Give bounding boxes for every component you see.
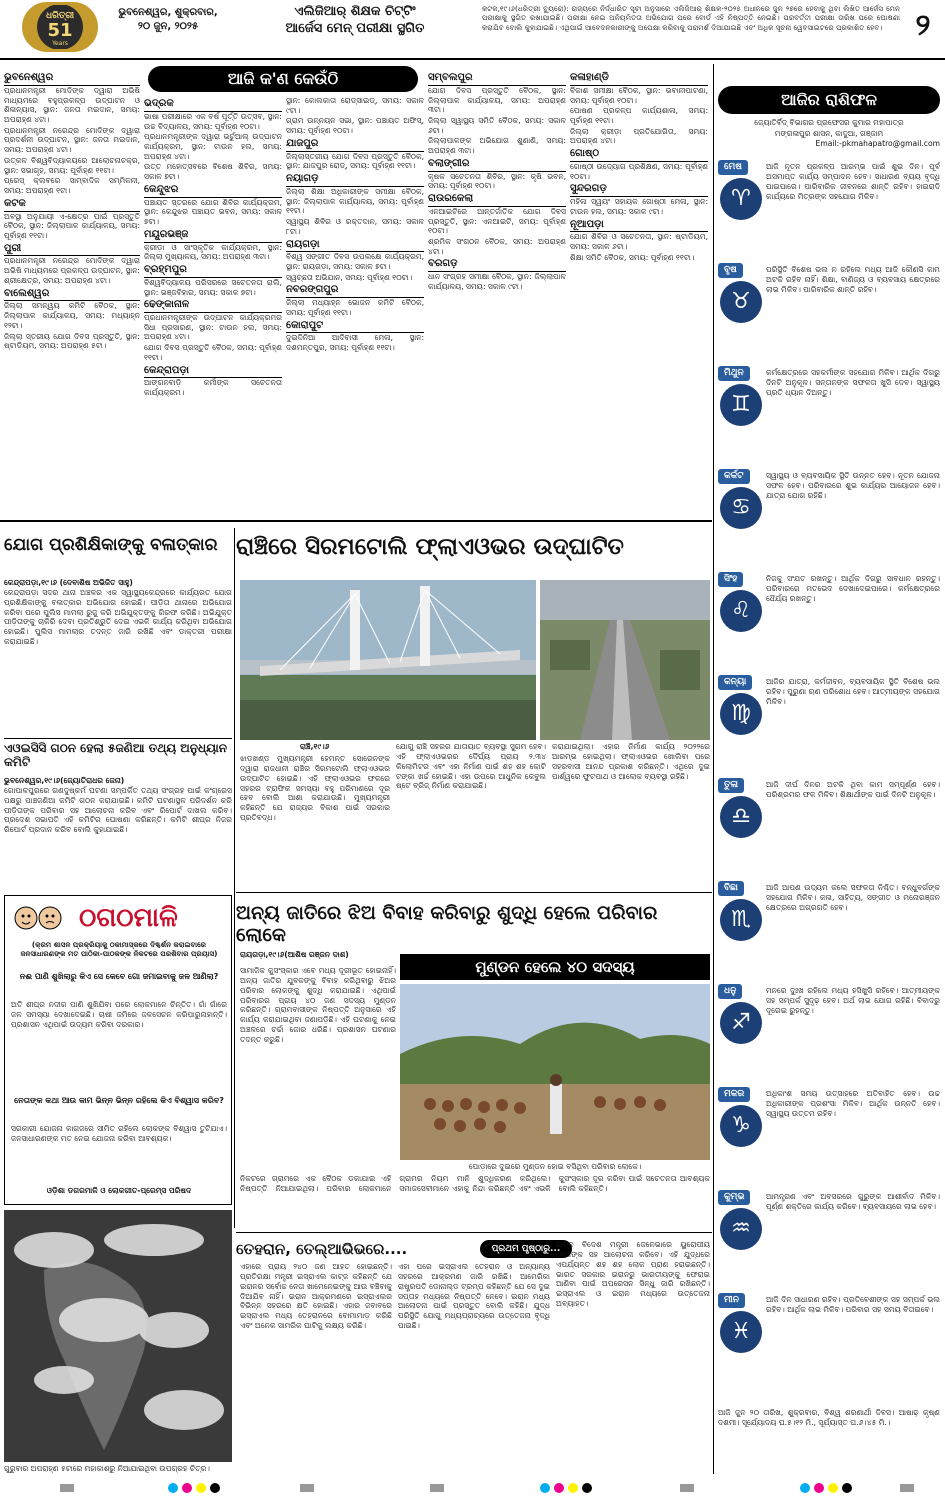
rashi-text: ଆଜି ଦିନ ସାଧାରଣ ରହିବ। ପ୍ରତିବେଶୀଙ୍କ ସହ ସମ୍ପର୍କ ଭଲ ରହିବ। ଆର୍ଥିକ ଲାଭ ମିଳିବ। ପରିବାର ସହ ସମୟ ବିତାଇବେ।	[766, 1295, 940, 1314]
divider	[236, 1232, 712, 1233]
top-story-text: କଟକ,୧୯।୬(ଧରିତ୍ରୀ ବ୍ୟୁରୋ): ରାଜ୍ୟରେ ନିର୍ଦ୍ଧାରିତ ସୂଚୀ ଅନୁସାରେ ଏଲିଜିଆର୍ ଶିକ୍ଷକ-୨୦୨୫ ଅଧୀନରେ ଜୁନ ୨୭ରେ ହେବାକୁ ଥିବା ଲିଖିତ ଆର୍ଜେସ ମେନ୍ ପରୀକ୍ଷାକୁ ସ୍ଥଗିତ ରଖାଯାଇଛି। ପରୀକ୍ଷା ନେଇ ଅନିୟମିତତା ଅଭିଯୋଗ ପରେ ବୋର୍ଡ ଏହି ନିଷ୍ପତ୍ତି ନେଇଛି। ପରବର୍ତ୍ତୀ ପରୀକ୍ଷା ତାରିଖ ପରେ ଘୋଷଣା କରାଯିବ ବୋଲି କୁହାଯାଇଛି। ଏଥିପାଇଁ ଆବେଦନକାରୀଙ୍କୁ ଅପେକ୍ଷା କରିବାକୁ ପରାମର୍ଶ ଦିଆଯାଇଛି ଏବଂ ଅଧିକ ସୂଚନା ୱେବସାଇଟରେ ପ୍ରକାଶିତ ହେବ।	[482, 4, 900, 32]
author-email: Email:-pkmahapatro@gmail.com	[815, 139, 940, 149]
event-item: ବିଶ୍ୱବିଦ୍ୟାଳୟ ପରିସରରେ ସଚେତନତା ରାଲି, ସ୍ଥାନ: ଭଞ୍ଜବିହାର, ସମୟ: ସକାଳ ୭ଟା।	[144, 277, 282, 297]
event-item: ଗ୍ରାମ ଉନ୍ନୟନ ସଭା, ସ୍ଥାନ: ପଞ୍ଚାୟତ ଅଫିସ୍, ସମୟ: ପୂର୍ବାହ୍ଣ ୧୦ଟା।	[286, 116, 424, 136]
events-column-5	[570, 70, 708, 510]
rashi-item	[718, 778, 940, 877]
registration-dot	[568, 1483, 578, 1493]
rashi-name: ମିଥୁନ	[718, 366, 750, 381]
zodiac-symbol-icon: ♌	[720, 590, 762, 632]
masthead	[0, 0, 945, 60]
rashi-text: ଆଜିର ଯାତ୍ରା, କର୍ମଜୀବନ, ବ୍ୟବସାୟିକ ସ୍ଥିତି ବିଶେଷ ଭଲ ରହିବ। ପୁରୁଣା ଋଣ ପରିଶୋଧ ହେବ। ଆତ୍ମୀୟଙ୍କ ସହଯୋଗ ମିଳିବ।	[766, 677, 940, 706]
events-column-3	[286, 96, 424, 510]
rashi-text: ପରିସ୍ଥିତି ବିଶେଷ ଭଲ ନ ରହିଲେ ମଧ୍ୟ ଆଜି କୌଣସି କାମ ଅଟକି ରହିବ ନାହିଁ। ଶିକ୍ଷା, ବାଣିଜ୍ୟ ଓ ବ୍ୟବସାୟ କ୍ଷେତ୍ରରେ ଲାଭ ମିଳିବ। ପାରିବାରିକ ଶାନ୍ତି ରହିବ।	[766, 265, 940, 294]
event-item: ଶ୍ରମିକ ସଂଗଠନ ବୈଠକ, ସମୟ: ଅପରାହ୍ଣ ୪ଟା।	[428, 237, 566, 256]
event-item: ପ୍ରଧାନମନ୍ତ୍ରୀ ନରେନ୍ଦ୍ର ମୋଦିଙ୍କ ଦ୍ୱାରା ପ୍ରଦର୍ଶନୀ ଉଦ୍‌ଘାଟନ, ସ୍ଥାନ: ଜନତା ମଇଦାନ, ସମୟ: ଅପରାହ୍ଣ ୪ଟା।	[4, 125, 140, 155]
zodiac-symbol-icon: ♍	[720, 693, 762, 735]
event-item: ଯୋଗ ଦିବସ ପ୍ରସ୍ତୁତି ବୈଠକ, ସ୍ଥାନ: ଜିଲ୍ଲାପାଳ କାର୍ଯ୍ୟାଳୟ, ସମୟ: ଅପରାହ୍ଣ ୩ଟା।	[428, 85, 566, 115]
event-item: ଆଙ୍ଗନବାଡ଼ି କର୍ମୀଙ୍କ ସଚେତନତା କାର୍ଯ୍ୟକ୍ରମ।	[144, 378, 282, 398]
event-item: ପ୍ରେସ୍ କ୍ଲବରେ ସାମ୍ବାଦିକ ସମ୍ମିଳନୀ, ସମୟ: ଅପରାହ୍ଣ ୧ଟା।	[4, 176, 140, 195]
city-heading: ନବରଙ୍ଗପୁର	[286, 284, 424, 298]
rashi-item	[718, 366, 940, 465]
event-item: ଜିଲ୍ଲା ସ୍ୱାସ୍ଥ୍ୟ ସମିତି ବୈଠକ, ସମୟ: ସକାଳ ୬ଟା।	[428, 115, 566, 135]
city-heading: ଭୁବନେଶ୍ୱର	[4, 72, 140, 86]
registration-dot	[554, 1483, 564, 1493]
rashi-item	[718, 881, 940, 980]
event-item: ଜିଲ୍ଲାସ୍ତରୀୟ ଯୋଗ ଦିବସ ପ୍ରସ୍ତୁତି ବୈଠକ, ସ୍ଥାନ: ଯାଜପୁର ରୋଡ୍, ସମୟ: ପୂର୍ବାହ୍ଣ ୧୧ଟା।	[286, 151, 424, 171]
mundan-photo	[400, 984, 710, 1160]
event-item: ପଞ୍ଚାୟତ ସ୍ତରରେ ଯୋଗ ଶିବିର କାର୍ଯ୍ୟକ୍ରମ, ସ୍ଥାନ: କେନ୍ଦୁଝର ପଞ୍ଚାୟତ ଭବନ, ସମୟ: ସକାଳ ୭ଟା।	[144, 197, 282, 227]
divider	[0, 520, 712, 522]
rashi-name: ମୀନ	[718, 1293, 745, 1308]
flyover-photo-aerial	[540, 580, 710, 740]
rashifala-author	[718, 118, 940, 150]
event-item: କ୍ରୀଡ଼ା ଓ ସାଂସ୍କୃତିକ କାର୍ଯ୍ୟକ୍ରମ, ସ୍ଥାନ: ଜିଲ୍ଲା ମୁଖ୍ୟାଳୟ, ସମୟ: ଅପରାହ୍ଣ ୩ଟା।	[144, 242, 282, 262]
jati-text-2: ନିକଟରେ ଗ୍ରାମରେ ଏକ ବୈଠକ ଡକାଯାଇ ଏହି ନିଷ୍ପତ୍ତି ନିଆଯାଇଥିଲା। ପରିବାର ଲୋକମାନେ ଗ୍ରାମର ନିୟମ ମାନି ଶୁଦ୍ଧିକରଣ କରିଥିଲେ। ସମାଜସେବୀମାନେ ଏହାକୁ ନିନ୍ଦା କରିଛନ୍ତି ଏବଂ ଏଭଳି କୁସଂସ୍କାର ଦୂର କରିବା ପାଇଁ ସଚେତନତା ଆବଶ୍ୟକ ବୋଲି କହିଛନ୍ତି।	[240, 1174, 710, 1193]
event-item: ଯୋଗ ଦିବସ ପ୍ରସ୍ତୁତି ବୈଠକ, ସମୟ: ପୂର୍ବାହ୍ଣ ୧୧ଟା।	[144, 343, 282, 362]
rashifala-footer: ଆଜି ଜୁନ ୨୦ ତାରିଖ, ଶୁକ୍ରବାର, ବିଶ୍ୱ ଶରଣାର୍ଥୀ ଦିବସ। ଆଷାଢ଼ କୃଷ୍ଣ ଦଶମୀ। ସୂର୍ଯ୍ୟୋଦୟ ଘ.୫।୧୨ ମି., ସୂର୍ଯ୍ୟାସ୍ତ ଘ.୬।୪୫ ମି.।	[718, 1408, 940, 1427]
aji-kana-banner: ଆଜି କ'ଣ କେଉଁଠି	[148, 66, 418, 92]
thagamali-box	[4, 895, 232, 1205]
flyover-headline: ରାଞ୍ଚିରେ ସିରମଟୋଲି ଫ୍ଲାଏଓଭର ଉଦ୍‌ଘାଟିତ	[236, 534, 624, 560]
rashi-item	[718, 675, 940, 774]
rashi-item	[718, 263, 940, 362]
zodiac-symbol-icon: ♊	[720, 384, 762, 426]
rashi-name: ବିଛା	[718, 881, 744, 896]
registration-mark	[680, 1484, 694, 1492]
rashi-text: ଆଜି ଆପଣ ଉଦ୍ୟମ କଲେ ସଫଳତା ନିଶ୍ଚିତ। ବନ୍ଧୁବର୍ଗଙ୍କ ସହଯୋଗ ମିଳିବ। କଳା, ସାହିତ୍ୟ, ସଙ୍ଗୀତ ଓ ମନୋରଞ୍ଜନ କ୍ଷେତ୍ରରେ ଅଗ୍ରଗତି ହେବ।	[766, 883, 940, 912]
rashi-name: କର୍କଟ	[718, 469, 750, 484]
rashi-name: ତୁଳା	[718, 778, 744, 793]
tehran-col2: ଏହା ପରେ ଇସ୍ରାଏଲ ତେହରାନ ଓ ଅନ୍ୟାନ୍ୟ ସହରରେ ଆକ୍ରମଣ ଜାରି ରଖିଛି। ଆମେରିକା ରାଷ୍ଟ୍ରପତି ଡୋନାଲ୍ଡ ଟ୍ରମ୍ପ କହିଛନ୍ତି ଯେ ସେ ଦୁଇ ସପ୍ତାହ ମଧ୍ୟରେ ନିଷ୍ପତ୍ତି ନେବେ। ଇରାନ ମଧ୍ୟ ଆଲୋଚନା ପାଇଁ ପ୍ରସ୍ତୁତ ବୋଲି କହିଛି। ଯୁଦ୍ଧ ପରିସ୍ଥିତି ଯୋଗୁ ମଧ୍ୟପ୍ରାଚ୍ୟରେ ଉତ୍ତେଜନା ବୃଦ୍ଧି ପାଇଛି।	[398, 1262, 550, 1331]
yoga-story	[4, 578, 232, 734]
dateline-place: ଭୁବନେଶ୍ୱର, ଶୁକ୍ରବାର,	[118, 7, 218, 18]
event-item: ଅବସ୍ଥା ଅନୁଯାୟୀ ଏ-କ୍ଷେତ୍ର ପାଇଁ ପ୍ରସ୍ତୁତି ବୈଠକ, ସ୍ଥାନ: ଜିଲ୍ଲାପାଳ କାର୍ଯ୍ୟାଳୟ, ସମୟ: ପୂର୍ବାହ୍ଣ ୧୧ଟା।	[4, 211, 140, 240]
city-heading: ରାୟଗଡ଼ା	[286, 239, 424, 253]
top-headline	[230, 4, 480, 38]
satellite-illustration	[4, 1210, 232, 1462]
zodiac-symbol-icon: ♐	[720, 1002, 762, 1044]
city-heading: ମୟୂରଭଞ୍ଜ	[144, 229, 282, 243]
bridge-illustration	[240, 580, 536, 740]
top-headline-line1: ଏଲିଜିଆର୍ ଶିକ୍ଷକ ଚିଟ୍ଟିଂ	[294, 4, 416, 19]
yoga-byline: କେନ୍ଦ୍ରାପଡ଼ା,୧୯।୬ (ଦେବାଶିଷ ଅଭିଜିତ ସାହୁ)	[4, 578, 133, 587]
event-item: ପ୍ରଧାନମନ୍ତ୍ରୀ ନରେନ୍ଦ୍ର ମୋଦିଙ୍କ ଦ୍ୱାରା ଅଭିଷି ମାଧ୍ୟମରେ ପ୍ରକଳ୍ପ ଉଦ୍‌ଘାଟନ, ସ୍ଥାନ: ଶ୍ରୀକ୍ଷେତ୍ର, ସମୟ: ଅପରାହ୍ଣ ୪ଟା।	[4, 256, 140, 285]
jati-headline: ଅନ୍ୟ ଜାତିରେ ଝିଅ ବିବାହ କରିବାରୁ ଶୁଦ୍ଧି ହେଲେ ପରିବାର ଲୋକେ	[236, 902, 658, 946]
registration-mark	[900, 1484, 914, 1492]
event-item: ଜିଲ୍ଲା ଶିକ୍ଷା ଅଧିକାରୀଙ୍କ ସମୀକ୍ଷା ବୈଠକ, ସ୍ଥାନ: ଜିଲ୍ଲାପାଳ କାର୍ଯ୍ୟାଳୟ, ସମୟ: ପୂର୍ବାହ୍ଣ ୧୧ଟା।	[286, 186, 424, 216]
flyover-col1: ଝାଡ଼ଖଣ୍ଡ ମୁଖ୍ୟମନ୍ତ୍ରୀ ହେମନ୍ତ ସୋରେନଙ୍କ ଦ୍ୱାରା ରାଜଧାନୀ ରାଞ୍ଚିର ସିରମଟୋଲି ଫ୍ଲାଏଓଭର ଉଦ୍‌ଘାଟିତ ହୋଇଛି। ଏହି ଫ୍ଲାଏଓଭର ଫଳରେ ସହରର ଟ୍ରାଫିକ ସମସ୍ୟା ବହୁ ପରିମାଣରେ ଦୂର ହେବ ବୋଲି ଆଶା କରାଯାଉଛି। ମୁଖ୍ୟମନ୍ତ୍ରୀ କହିଛନ୍ତି ଯେ ରାଜ୍ୟର ବିକାଶ ପାଇଁ ସରକାର ପ୍ରତିବଦ୍ଧ।	[240, 754, 390, 823]
rashi-text: ଆଜି ନୂତନ ପ୍ରକଳ୍ପ ଆରମ୍ଭ ପାଇଁ ଶୁଭ ଦିନ। ପୂର୍ବ ଅସମାପ୍ତ କାର୍ଯ୍ୟ ସମ୍ପାଦନ ହେବ। ସାଧାରଣ ବ୍ୟୟ ବୃଦ୍ଧି ପାଇପାରେ। ପାରିବାରିକ ଜୀବନରେ ଶାନ୍ତି ରହିବ। ହାଇରାଦି କାର୍ଯ୍ୟରେ ମିତ୍ରଙ୍କ ସହଯୋଗ ମିଳିବ।	[766, 162, 940, 201]
rashi-item	[718, 1293, 940, 1392]
event-item: ସ୍ୱାସ୍ଥ୍ୟ ଶିବିର ଓ ରକ୍ତଦାନ, ସମୟ: ସକାଳ ୮ଟା।	[286, 217, 424, 236]
city-heading: ବାଲେଶ୍ୱର	[4, 288, 140, 302]
flyover-dateline: ରାଞ୍ଚି,୧୯।୬	[300, 742, 330, 751]
rashi-name: ବୃଷ	[718, 263, 743, 278]
zodiac-symbol-icon: ♉	[720, 281, 762, 323]
rashi-item	[718, 1087, 940, 1186]
registration-dot	[582, 1483, 592, 1493]
registration-dot	[842, 1483, 852, 1493]
city-heading: ଯାଜପୁର	[286, 138, 424, 152]
newspaper-logo	[22, 2, 98, 52]
thagamali-question-2: ନେତାଙ୍କ କଥା ଆଉ କାମ ଭିନ୍ନ ଭିନ୍ନ ରହିଲେ କିଏ ବିଶ୍ୱାସ କରିବ?	[14, 1096, 224, 1105]
registration-dot	[828, 1483, 838, 1493]
zodiac-symbol-icon: ♋	[720, 487, 762, 529]
author-name: ଜ୍ୟୋତିର୍ବିଦ୍ ବିଭାଗର ପ୍ରଫେସର କୁମାର ମହାପାତ୍ର	[754, 118, 904, 127]
rashifala-title: ଆଜିର ରାଶିଫଳ	[718, 86, 940, 114]
registration-dot	[540, 1483, 550, 1493]
city-heading: ସମ୍ବଲପୁର	[428, 72, 566, 86]
event-item: ଜିଲ୍ଲାପାଳଙ୍କ ଅଭିଯୋଗ ଶୁଣାଣି, ସମୟ: ଅପରାହ୍ଣ ୩ଟା।	[428, 136, 566, 156]
rashi-text: ଆମନ୍ତ୍ରଣ ଏବଂ ଅବସରରେ ଗୁରୁଙ୍କ ଆଶୀର୍ବାଦ ମିଳିବ। ପୂର୍ଣ୍ଣ ଶକ୍ତିରେ କାର୍ଯ୍ୟ କରିବେ। ବ୍ୟବସାୟରେ ଲାଭ ହେବ।	[766, 1192, 940, 1211]
registration-mark	[60, 1484, 74, 1492]
aerial-illustration	[540, 580, 710, 740]
events-column-4	[428, 70, 566, 510]
city-heading: ସୁନ୍ଦରଗଡ଼	[570, 183, 708, 197]
flyover-col2: ଯୋଗୁ ରାଞ୍ଚି ସହରର ଯାତାୟାତ ବ୍ୟବସ୍ଥା ସୁଗମ ହେବ। ଏହି ଫ୍ଲାଏଓଭରର ଦୈର୍ଘ୍ୟ ପ୍ରାୟ ୨.୩୪ କିଲୋମିଟର ଏବଂ ଏହା ନିର୍ମାଣ ପାଇଁ ଶହ ଶହ କୋଟି ଟଙ୍କା ଖର୍ଚ୍ଚ ହୋଇଛି। ଏହା ଉପରେ ଆଧୁନିକ କେବୁଲ ଷ୍ଟେ ବ୍ରିଜ୍ ନିର୍ମାଣ କରାଯାଇଛି।	[396, 742, 546, 791]
registration-dot	[182, 1483, 192, 1493]
mundan-caption: ପୋଡ଼ାରେ ଦୁଇରେ ମୁଣ୍ଡନ ହୋଇ ବସିଥିବା ପରିବାର ଲୋକେ।	[468, 1162, 642, 1171]
divider	[236, 892, 712, 893]
rashi-name: ମକର	[718, 1087, 750, 1102]
page-number: ୨	[915, 8, 931, 43]
event-item: ପ୍ରଧାନମନ୍ତ୍ରୀଙ୍କ ଦ୍ୱାରା ଭର୍ଚୁଆଲ୍ ଉଦ୍‌ଘାଟନ କାର୍ଯ୍ୟକ୍ରମ, ସ୍ଥାନ: ଟାଉନ ହଲ, ସମୟ: ଅପରାହ୍ଣ ୪ଟା।	[144, 132, 282, 161]
city-heading: କଟକ	[4, 198, 140, 212]
event-item: ଜିଲ୍ଲା ସମନ୍ୱୟ କମିଟି ବୈଠକ, ସ୍ଥାନ: ଜିଲ୍ଲାପାଳ କାର୍ଯ୍ୟାଳୟ, ସମୟ: ମଧ୍ୟାହ୍ନ ୧୨ଟା।	[4, 301, 140, 330]
registration-dot	[800, 1483, 810, 1493]
event-item: ସ୍ଥାନ: କୋଲକାତା ରୋଡ୍‌ସାଇଡ୍, ସମୟ: ସକାଳ ୯ଟା।	[286, 96, 424, 115]
abs-headline: ଏଓଇସିସି ଗଠନ ହେଲା ୫ଜଣିଆ ତଥ୍ୟ ଅନୁଧ୍ୟାନ କମିଟି	[4, 738, 232, 770]
event-item: ମହିଳା ସ୍ୱୟଂ ସହାୟକ ଗୋଷ୍ଠୀ ମେଳା, ସ୍ଥାନ: ଟାଉନ ହଲ, ସମୟ: ସକାଳ ୯ଟା।	[570, 197, 708, 216]
rashi-item	[718, 160, 940, 259]
weather-satellite-image	[4, 1210, 232, 1462]
city-heading: ନୟାଗଡ଼	[286, 173, 424, 187]
zodiac-symbol-icon: ♒	[720, 1208, 762, 1250]
city-heading: ବ୍ରହ୍ମପୁର	[144, 264, 282, 278]
registration-dot	[814, 1483, 824, 1493]
thagamali-text-2: ସରକାରୀ ଯୋଜନା କାଗଜରେ ସୀମିତ ରହିଲେ ଲୋକଙ୍କ ବିଶ୍ୱାସ ତୁଟିଯାଏ। ଜନସାଧାରଣଙ୍କ ମତ ନେଇ ଯୋଜନା କରିବା ଆବଶ୍ୟକ।	[11, 1124, 227, 1143]
event-item: ଗୋଷ୍ଠୀ ଉଦ୍ୟୋଗ ପ୍ରଶିକ୍ଷଣ, ସମୟ: ପୂର୍ବାହ୍ଣ ୧୦ଟା।	[570, 161, 708, 181]
flyover-col3: କରାଯାଇଥିଲା। ଏହାର ନିର୍ମାଣ କାର୍ଯ୍ୟ ୨୦୨୨ରେ ଆରମ୍ଭ ହୋଇଥିଲା। ଫ୍ଲାଏଓଭର ଖୋଲିବା ପରେ ସହରବାସୀ ଆନନ୍ଦ ପ୍ରକାଶ କରିଛନ୍ତି। ଏଥିରେ ଦୁଇ ପାର୍ଶ୍ୱରେ ଫୁଟପାଥ ଓ ଆଲୋକ ବ୍ୟବସ୍ଥା ରହିଛି।	[552, 742, 710, 781]
abs-byline: ଭୁବନେଶ୍ୱର,୧୯।୬(ଜ୍ୟୋତିରାଧର ଜେନା)	[4, 776, 125, 785]
event-item: କୃଷକ ସଚେତନତା ଶିବିର, ସ୍ଥାନ: କୃଷି ଭବନ, ସମୟ: ପୂର୍ବାହ୍ଣ ୧୦ଟା।	[428, 171, 566, 191]
registration-mark	[430, 1484, 444, 1492]
event-item: ବିକାଶ ସମୀକ୍ଷା ବୈଠକ, ସ୍ଥାନ: ଭବାନୀପାଟଣା, ସମୟ: ପୂର୍ବାହ୍ଣ ୧୦ଟା।	[570, 85, 708, 105]
tehran-col1: ଏହାରେ ପ୍ରାୟ ୨୪୦ ଜଣ ଆହତ ହୋଇଛନ୍ତି। ପ୍ରତିରକ୍ଷା ମନ୍ତ୍ରୀ ଇସ୍ରାଏଲ କାଟ୍ଜ କହିଛନ୍ତି ଯେ ଇରାନର ସର୍ବୋଚ୍ଚ ନେତା ଖାମେନେଇଙ୍କୁ ଆଉ ବଞ୍ଚିବାକୁ ଦିଆଯିବ ନାହିଁ। ଇରାନ ଆକ୍ରମଣରେ ଇସ୍ରାଏଲର ବିଭିନ୍ନ ସହରରେ କ୍ଷତି ହୋଇଛି। ଏହାର ଜବାବରେ ଇସ୍ରାଏଲ ମଧ୍ୟ ତେହରାନରେ ବୋମାମାଡ଼ କରିଛି ଏବଂ ଅନେକ ସାମରିକ ଘାଟିକୁ ଲକ୍ଷ୍ୟ କରିଛି।	[240, 1262, 392, 1331]
abs-text: ଗୋପାଳପୁରରେ ଗଣଦୁଷ୍କର୍ମ ଘଟଣା ସମ୍ପର୍କିତ ତଥ୍ୟ ସଂଗ୍ରହ ପାଇଁ କଂଗ୍ରେସ ପକ୍ଷରୁ ପାଞ୍ଚଜଣିଆ କମିଟି ଗଠନ କରାଯାଇଛି। କମିଟି ଘଟଣାସ୍ଥଳ ପରିଦର୍ଶନ କରି ପୀଡ଼ିତାଙ୍କ ପରିବାର ସହ ଆଲୋଚନା କରିବ ଏବଂ ରିପୋର୍ଟ ଦାଖଲ କରିବ। ପ୍ରଦେଶ ସଭାପତି ଏହି କମିଟିର ଘୋଷଣା କରିଛନ୍ତି। କମିଟି ଶୀଘ୍ର ନିଜର ରିପୋର୍ଟ ପ୍ରଦାନ କରିବ ବୋଲି କୁହାଯାଇଛି।	[4, 785, 232, 835]
event-item: ଜିଲ୍ଲା ସ୍ତରୀୟ ଯୋଗ ଦିବସ ପ୍ରସ୍ତୁତି, ସ୍ଥାନ: ଷ୍ଟାଡିୟମ, ସମୟ: ଅପରାହ୍ଣ ୫ଟା।	[4, 331, 140, 351]
rashi-text: କର୍ମକ୍ଷେତ୍ରରେ ସହକର୍ମୀଙ୍କ ସହଯୋଗ ମିଳିବ। ଆର୍ଥିକ ଦିଗରୁ ଦିନଟି ଅନୁକୂଳ। ସନ୍ତାନଙ୍କ ସଫଳତା ଖୁସି ଦେବ। ସ୍ୱାସ୍ଥ୍ୟ ପ୍ରତି ଧ୍ୟାନ ଦିଅନ୍ତୁ।	[766, 368, 940, 397]
rashi-text: ଆଜି ଦୀର୍ଘ ଦିନର ଅଟକି ଥିବା କାମ ସମ୍ପୂର୍ଣ୍ଣ ହେବ। ପରିଶ୍ରମର ଫଳ ମିଳିବ। ଶିକ୍ଷାର୍ଥୀଙ୍କ ପାଇଁ ଦିନଟି ଅନୁକୂଳ।	[766, 780, 940, 799]
print-registration-bar	[0, 1478, 945, 1498]
city-heading: କୋରାପୁଟ	[286, 320, 424, 334]
abs-story	[4, 776, 232, 888]
logo-years: Years	[52, 40, 68, 48]
rashi-item	[718, 1190, 940, 1289]
events-column-1	[4, 70, 140, 510]
registration-dot	[210, 1483, 220, 1493]
rashi-text: ମନରେ ଦୁଃଖ ରହିଲେ ମଧ୍ୟ ହସିଖୁସି ରହିବେ। ଆତ୍ମୀୟଙ୍କ ସହ ସମ୍ପର୍କ ସୁଦୃଢ଼ ହେବ। ଅର୍ଥ ଲାଭ ଯୋଗ ରହିଛି। ବିବାଦରୁ ଦୂରେଇ ରୁହନ୍ତୁ।	[766, 986, 940, 1015]
event-item: ଏନଆଇଟିରେ ଆନ୍ତର୍ଜାତିକ ଯୋଗ ଦିବସ ପ୍ରସ୍ତୁତି, ସ୍ଥାନ: ଏନଆଇଟି, ସମୟ: ପୂର୍ବାହ୍ଣ ୧୦ଟା।	[428, 206, 566, 236]
jati-byline: ରାୟଗଡ଼ା,୧୯।୬(ଆଶିଷ ରଞ୍ଜନ ଦାଶ)	[240, 950, 349, 959]
zodiac-symbol-icon: ♓	[720, 1311, 762, 1353]
event-item: ଶିକ୍ଷା ସମିତି ବୈଠକ, ସମୟ: ପୂର୍ବାହ୍ଣ ୧୧ଟା।	[570, 252, 695, 262]
event-item: ଜିଲ୍ଲା କ୍ରୀଡ଼ା ପ୍ରତିଯୋଗିତା, ସମୟ: ଅପରାହ୍ଣ ୪ଟା।	[570, 126, 708, 146]
rashi-text: ସ୍ୱାସ୍ଥ୍ୟ ଓ ବ୍ୟବସାୟିକ ସ୍ଥିତି ଉନ୍ନତ ହେବ। ନୂତନ ଯୋଜନା ସଫଳ ହେବ। ପରିବାରରେ ଶୁଭ କାର୍ଯ୍ୟର ଆୟୋଜନ ହେବ। ଯାତ୍ରା ଯୋଗ ରହିଛି।	[766, 471, 940, 500]
city-heading: ରାଉରକେଲା	[428, 193, 566, 207]
divider	[713, 64, 714, 1474]
mundan-illustration	[400, 984, 710, 1160]
city-heading: ପୁରୀ	[4, 243, 140, 257]
event-item: ବିଶ୍ୱ ସଙ୍ଗୀତ ଦିବସ ଉପଲକ୍ଷେ କାର୍ଯ୍ୟକ୍ରମ, ସ୍ଥାନ: ରାୟଗଡ଼ା, ସମୟ: ସକାଳ ୭ଟା।	[286, 252, 424, 272]
event-item: ପ୍ରଧାନମନ୍ତ୍ରୀଙ୍କ ଉଦ୍‌ଘାଟନ କାର୍ଯ୍ୟକ୍ରମର ସିଧା ପ୍ରସାରଣ, ସ୍ଥାନ: ଟାଉନ ହଲ, ସମୟ: ଅପରାହ୍ଣ ୪ଟା।	[144, 313, 282, 342]
city-heading: କେନ୍ଦୁଝର	[144, 184, 282, 198]
event-item: ଉତ୍କଳ ବିଶ୍ୱବିଦ୍ୟାଳୟରେ ଆଲୋଚନାଚକ୍ର, ସ୍ଥାନ: ସଭାଗୃହ, ସମୟ: ପୂର୍ବାହ୍ଣ ୧୧ଟା।	[4, 155, 140, 175]
zodiac-symbol-icon: ♏	[720, 899, 762, 941]
author-address: ମଙ୍ଗଳାପୁର ଶାସନ, କାଦୁଆ, ଗଞ୍ଜାମ	[774, 128, 884, 138]
thagamali-title: ଠଗଠମାଳି	[79, 903, 178, 933]
event-item: ଜିଲ୍ଲା ମଧ୍ୟାହ୍ନ ଭୋଜନ କମିଟି ବୈଠକ, ସମୟ: ପୂର୍ବାହ୍ଣ ୧୧ଟା।	[286, 298, 424, 317]
city-heading: ନୂଆପଡ଼ା	[570, 219, 708, 233]
dateline	[112, 6, 224, 34]
zodiac-symbol-icon: ♈	[720, 178, 762, 220]
rashi-name: ଧନୁ	[718, 984, 742, 999]
events-column-2	[144, 96, 282, 510]
zodiac-symbol-icon: ♑	[720, 1105, 762, 1147]
rashi-item	[718, 984, 940, 1083]
rashi-text: ନିଜକୁ ସଂଯତ ରଖନ୍ତୁ। ଆର୍ଥିକ ଦିଗରୁ ସାବଧାନ ରହନ୍ତୁ। ପରିବାରରେ ମତଭେଦ ଦେଖାଦେଇପାରେ। କର୍ମକ୍ଷେତ୍ରରେ ଧୈର୍ଯ୍ୟ ରଖନ୍ତୁ।	[766, 574, 940, 603]
registration-dot	[168, 1483, 178, 1493]
rashi-item	[718, 469, 940, 568]
prathama-tag: ପ୍ରଥମ ପୃଷ୍ଠାରୁ...	[480, 1240, 572, 1258]
yoga-text: କେନ୍ଦ୍ରାପଡ଼ା ସଦର ଥାନା ଅଞ୍ଚଳର ଏକ ସ୍ୱାସ୍ଥ୍ୟକେନ୍ଦ୍ରରେ କାର୍ଯ୍ୟରତ ଯୋଗ ପ୍ରଶିକ୍ଷିକାଙ୍କୁ ବଳାତ୍କାର ଅଭିଯୋଗ ହୋଇଛି। ପୀଡ଼ିତା ଥାନାରେ ଅଭିଯୋଗ କରିବା ପରେ ପୁଲିସ ମାମଲା ରୁଜୁ କରି ଅଭିଯୁକ୍ତଙ୍କୁ ଗିରଫ କରିଛି। ଅଭିଯୁକ୍ତ ପୀଡ଼ିତାଙ୍କୁ ଚାକିରି ଦେବା ପ୍ରତିଶ୍ରୁତି ଦେଇ ଏଭଳି କାର୍ଯ୍ୟ କରିଥିବା ଅଭିଯୋଗ ହୋଇଛି। ପୁଲିସ ମାମଲାର ତଦନ୍ତ ଜାରି ରଖିଛି ଏବଂ ଡାକ୍ତରୀ ପରୀକ୍ଷା କରାଯାଇଛି।	[4, 587, 232, 647]
tehran-headline: ତେହରାନ, ତେଲ୍ଆଭିଭରେ....	[236, 1240, 408, 1258]
jati-text: ସାମାଜିକ କୁସଂସ୍କାର ଏବେ ମଧ୍ୟ ଦୂରୀଭୂତ ହୋଇନାହିଁ। ଅନ୍ୟ ଜାତିର ଯୁବକଙ୍କୁ ବିବାହ କରିଥିବାରୁ ଝିଅର ପରିବାର ଲୋକଙ୍କୁ ଶୁଦ୍ଧି କରାଯାଇଛି। ଏଥିପାଇଁ ପରିବାରର ପ୍ରାୟ ୪୦ ଜଣ ସଦସ୍ୟ ମୁଣ୍ଡନ କରିଛନ୍ତି। ଗ୍ରାମବାସୀଙ୍କ ନିଷ୍ପତ୍ତି ଅନୁସାରେ ଏହି କାର୍ଯ୍ୟ କରାଯାଇଥିବା ଜଣାପଡ଼ିଛି। ଏହି ଘଟଣାକୁ ନେଇ ଅଞ୍ଚଳରେ ଚର୍ଚ୍ଚା ଜୋର ଧରିଛି। ପ୍ରଶାସନ ଘଟଣାର ତଦନ୍ତ କରୁଛି।	[240, 966, 396, 1045]
jati-subheadline: ମୁଣ୍ଡନ ହେଲେ ୪୦ ସଦସ୍ୟ	[400, 954, 710, 980]
rashi-text: ଅଧିକାଂଶ ସମୟ ଉତ୍ସାହରେ ଅତିବାହିତ ହେବ। ଉଚ୍ଚ ଅଧିକାରୀଙ୍କ ପ୍ରଶଂସା ମିଳିବ। ଆର୍ଥିକ ଉନ୍ନତି ହେବ। ସ୍ୱାସ୍ଥ୍ୟ ଉତ୍ତମ ରହିବ।	[766, 1089, 940, 1118]
city-heading: ଭଦ୍ରକ	[144, 98, 282, 112]
logo-text: ଧରିତ୍ରୀ	[45, 11, 75, 21]
thagamali-subtitle: (କ୍ରମ ଶାସନ ପ୍ରକ୍ରିୟାକୁ ଠକାମାସ୍କରେ ଦିଗ୍ଦର୍ଶନ କରାଇବାରେ ଜନସାଧାରଣଙ୍କ ମତ ପାଠିକା-ପାଠକଙ୍କ ନିକଟରେ ପରଶିବାର ପ୍ରୟାସ)	[20, 940, 218, 959]
city-heading: ଢେଙ୍କାନାଳ	[144, 299, 282, 313]
event-item: ଧାନ ସଂଗ୍ରହ ସମୀକ୍ଷା ବୈଠକ, ସ୍ଥାନ: ଜିଲ୍ଲାପାଳ କାର୍ଯ୍ୟାଳୟ, ସମୟ: ସକାଳ ୯ଟା।	[428, 272, 566, 291]
registration-mark	[300, 1484, 314, 1492]
rashi-item	[718, 572, 940, 671]
event-item: ଉତ୍ତ ମହୋତ୍ସବରେ ବିଶେଷ ଶିବିର, ସମୟ: ସକାଳ ୭ଟା।	[144, 162, 282, 182]
rashi-name: ସିଂହ	[718, 572, 743, 587]
city-heading: ଗୋଷ୍ଠ	[570, 148, 708, 162]
city-heading: କଳାହାଣ୍ଡି	[570, 72, 708, 86]
thagamali-question-1: ନଈ ପାଣି ଶୁଖିଲାରୁ କିଏ ସେ କେବେ ଗୋ ଜମାଇବାକୁ ଜଳ ଆଣିଲା?	[19, 972, 219, 981]
zodiac-symbol-icon: ♎	[720, 796, 762, 838]
thagamali-credit: ଓଡ଼ିଶା ଡଗରମାଳି ଓ ଲୋକଗୀତ-ପ୍ରେମ୍ସ ପରିଷଦ	[46, 1186, 192, 1195]
event-item: ପୋଷଣ ପ୍ରକଳ୍ପ କାର୍ଯ୍ୟଶାଳା, ସମୟ: ପୂର୍ବାହ୍ଣ ୧୧ଟା।	[570, 106, 708, 125]
registration-dot	[196, 1483, 206, 1493]
cartoon-faces-icon	[13, 900, 63, 936]
rashi-name: କନ୍ୟା	[718, 675, 752, 690]
event-item: ଭାଷା ପରୀକ୍ଷାରେ ଏକ ବର୍ଷ ପୂର୍ତ୍ତି ଉତ୍ସବ, ସ୍ଥାନ: ଉଚ୍ଚ ବିଦ୍ୟାଳୟ, ସମୟ: ପୂର୍ବାହ୍ଣ ୧୦ଟା।	[144, 111, 282, 131]
dateline-date: ୨୦ ଜୁନ, ୨୦୨୫	[137, 21, 199, 32]
top-headline-line2: ଆର୍ଜେସ ମେନ୍ ପରୀକ୍ଷା ସ୍ଥଗିତ	[285, 20, 425, 36]
yoga-headline: ଯୋଗ ପ୍ରଶିକ୍ଷିକାଙ୍କୁ ବଳାତ୍କାର	[4, 535, 218, 555]
flyover-photo-bridge	[240, 580, 536, 740]
weather-caption: ଗୁରୁବାର ଅପରାହ୍ଣ ୫ଟାରେ ମହାକାଶରୁ ନିଆଯାଇଥିବା ଉପଗ୍ରହ ଚିତ୍ର।	[4, 1464, 210, 1473]
city-heading: ବରଗଡ଼	[428, 258, 566, 272]
tehran-col3: ଇରାନ ବିଦେଶ ମନ୍ତ୍ରୀ ଜେନେଭାରେ ୟୁରୋପୀୟ ନେତାଙ୍କ ସହ ଆଲୋଚନା କରିବେ। ଏହି ଯୁଦ୍ଧରେ ଏପର୍ଯ୍ୟନ୍ତ ଶହ ଶହ ଲୋକ ପ୍ରାଣ ହରାଇଛନ୍ତି। ଭାରତ ସରକାର ଇରାନରୁ ଭାରତୀୟଙ୍କୁ ଫେରାଇ ଆଣିବା ପାଇଁ ଅପରେସନ ସିନ୍ଧୁ ଜାରି ରଖିଛନ୍ତି। ଇସ୍ରାଏଲ ଓ ଇରାନ ମଧ୍ୟରେ ଉତ୍ତେଜନା ଅବ୍ୟାହତ।	[556, 1240, 710, 1309]
thagamali-text-1: ଅତି ଶୀଘ୍ର ନଦୀର ପାଣି ଶୁଖିଯିବା ପରେ ଲୋକମାନେ ଚିନ୍ତିତ। ଗାଁ ଗାଁରେ ଜଳ ସମସ୍ୟା ଦେଖାଦେଇଛି। ଚାଷୀ ଜମିରେ ଜଳସେଚନ କରିପାରୁନାହାନ୍ତି। ପ୍ରଶାସନ ଏଥିପାଇଁ ଉଦ୍ୟମ କରିବା ଦରକାର।	[11, 1000, 227, 1029]
event-item: ଯୋଗ ଶିବିର ଓ ସଚେତନତା, ସ୍ଥାନ: ଷ୍ଟାଡିୟମ, ସମୟ: ସକାଳ ୬ଟା।	[570, 232, 708, 252]
city-heading: କେନ୍ଦ୍ରାପଡ଼ା	[144, 365, 282, 379]
rashi-name: ମେଷ	[718, 160, 748, 175]
event-item: ପ୍ରଧାନମନ୍ତ୍ରୀ ମୋଦିଙ୍କ ଦ୍ୱାରା ଅଭିଷି ମାଧ୍ୟମରେ ବହୁପ୍ରକଳ୍ପ ଉଦ୍‌ଘାଟନ ଓ ଶିଳାନ୍ୟାସ, ସ୍ଥାନ: ଜନତା ମଇଦାନ, ସମୟ: ଅପରାହ୍ଣ ୪ଟା।	[4, 85, 140, 124]
event-item: ସ୍ୱଚ୍ଛତା ଅଭିଯାନ, ସମୟ: ପୂର୍ବାହ୍ଣ ୧୦ଟା।	[286, 272, 413, 282]
divider	[234, 528, 235, 1228]
city-heading: ବଲାଙ୍ଗୀର	[428, 158, 566, 172]
rashi-name: କୁମ୍ଭ	[718, 1190, 750, 1205]
event-item: ଦୁଇଦିନିଆ ଆଦିବାସୀ ମେଳା, ସ୍ଥାନ: ଦଶମନ୍ତପୁର, ସମୟ: ପୂର୍ବାହ୍ଣ ୧୧ଟା।	[286, 333, 424, 353]
logo-number: 51	[47, 20, 73, 42]
